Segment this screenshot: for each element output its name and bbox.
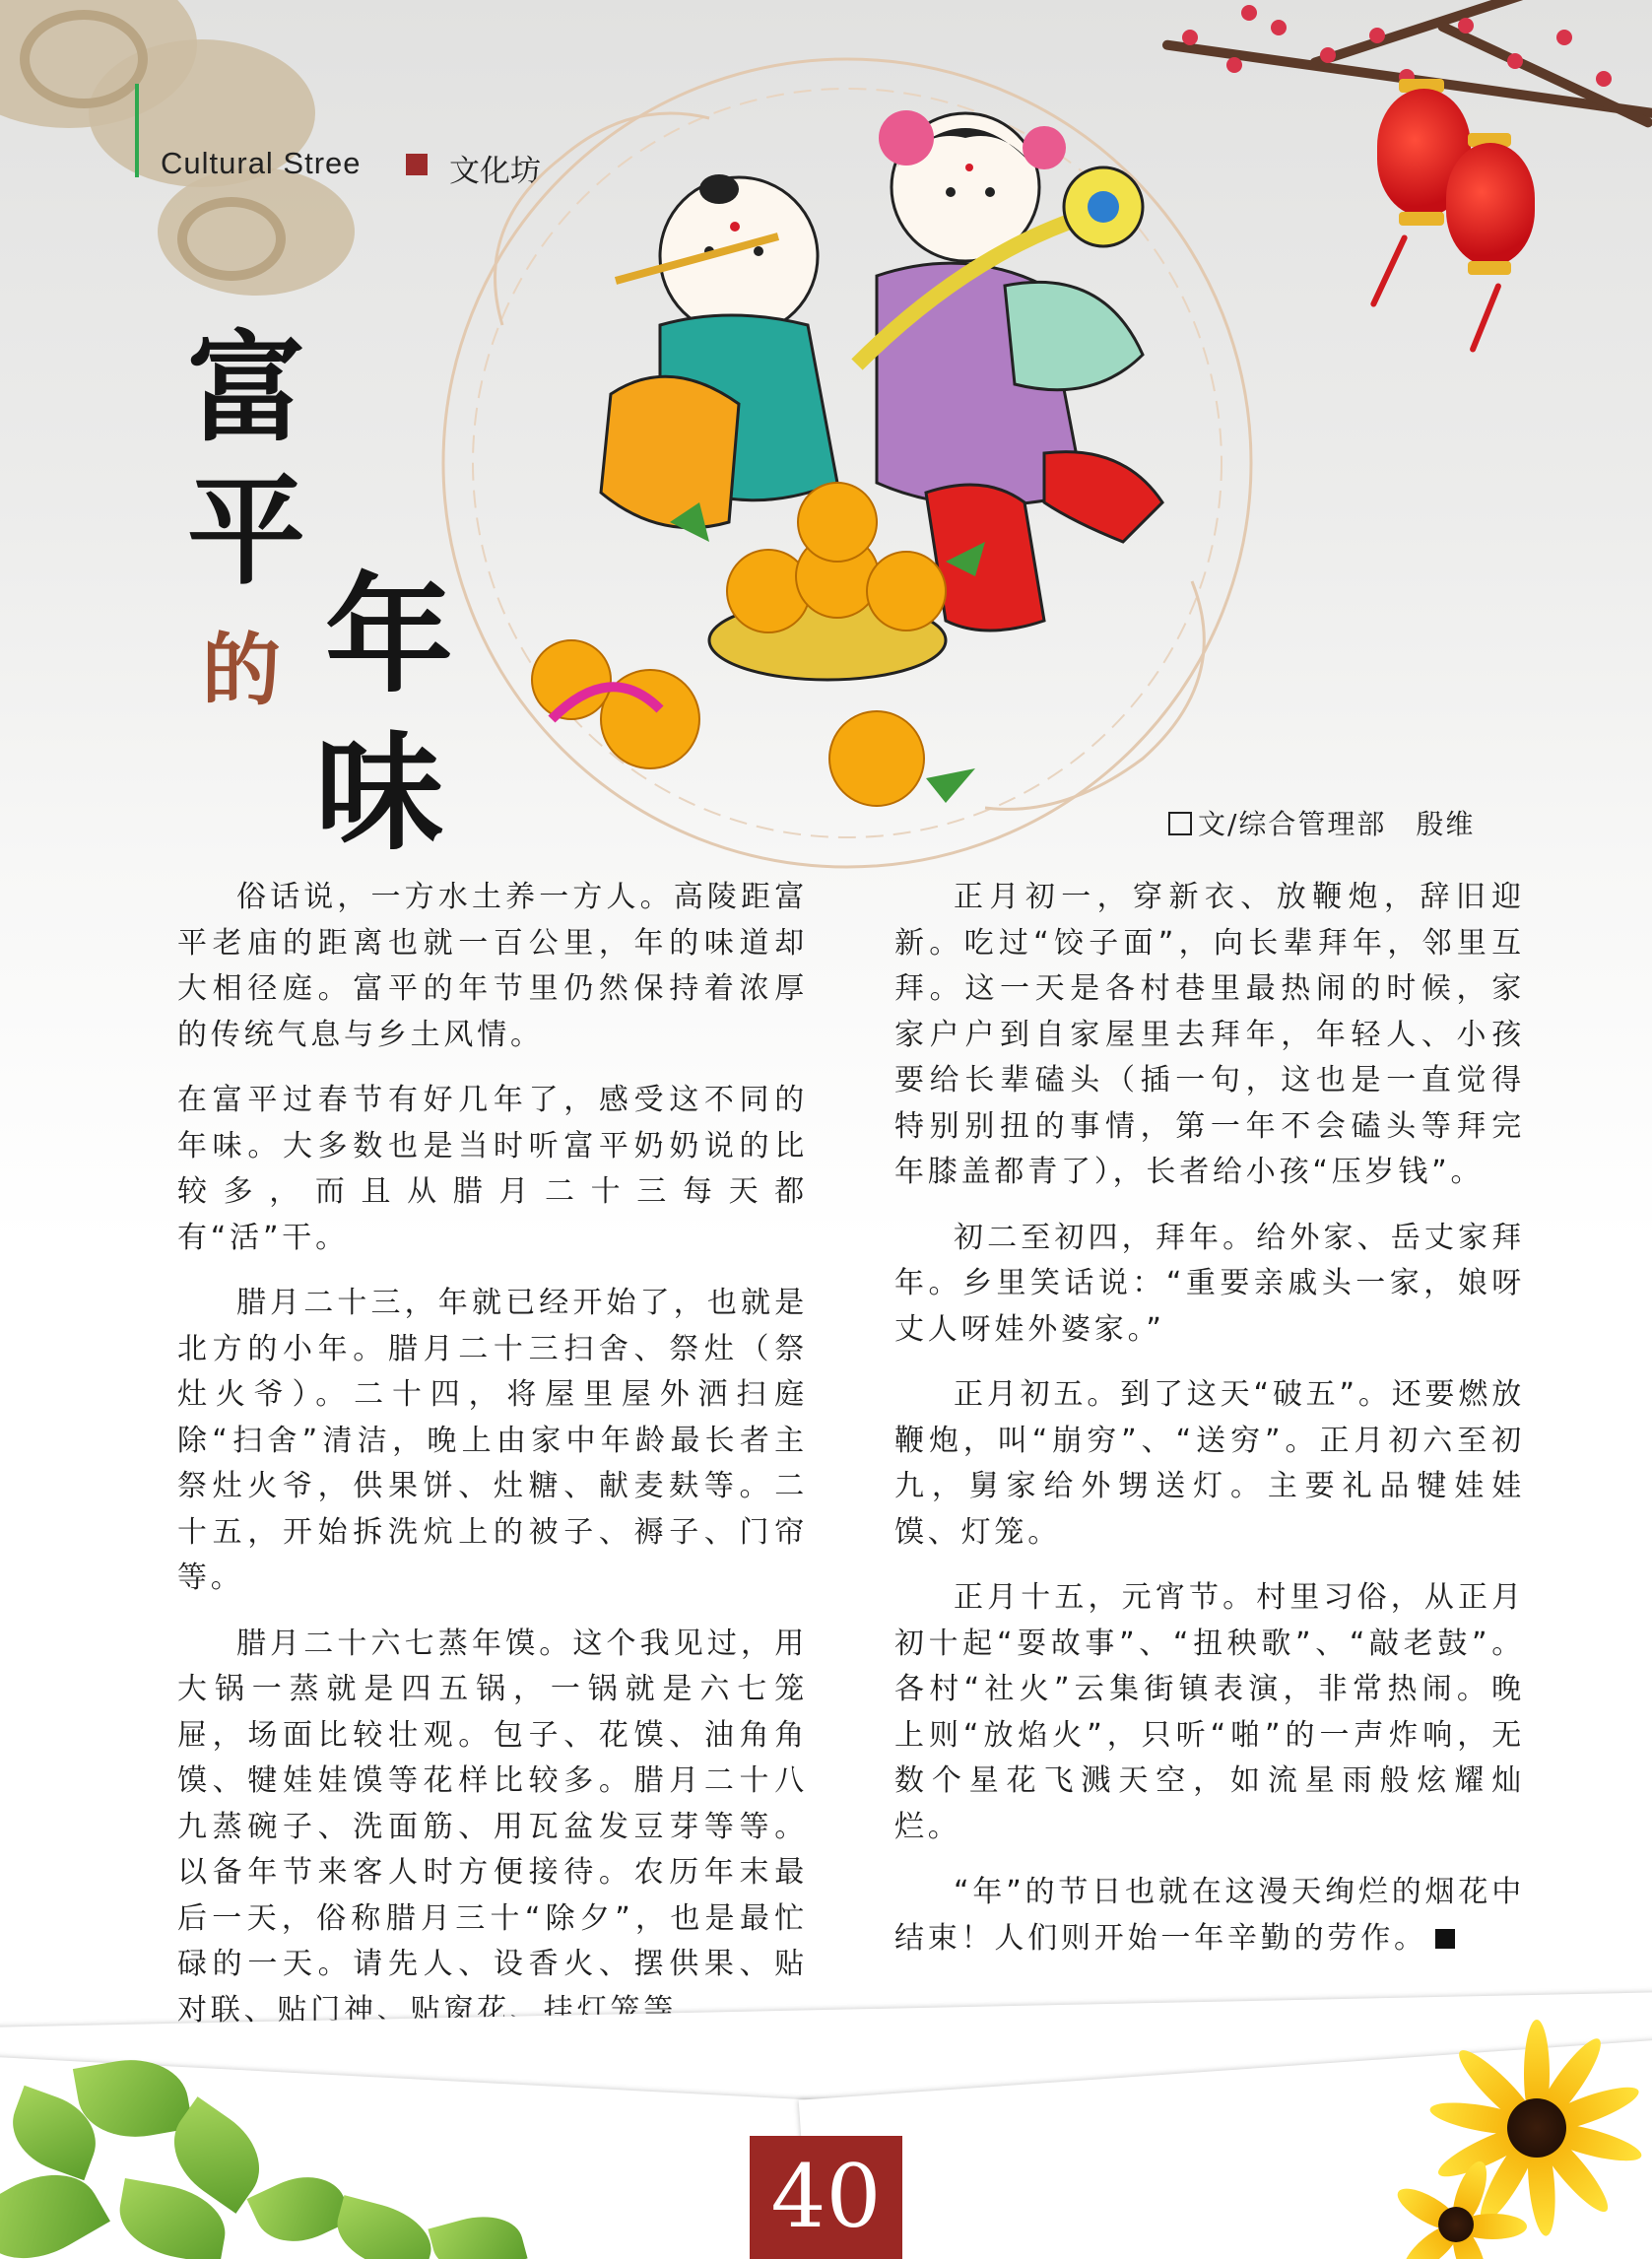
paragraph-last (894, 1870, 1525, 1961)
paragraph: 俗话说，一方水土养一方人。高陵距富平老庙的距离也就一百公里，年的味道却大相径庭。富平的年节里仍然保持着浓厚的传统气息与乡土风情。 (177, 880, 808, 1052)
header-accent-bar (135, 84, 139, 177)
article-column-right (894, 875, 1525, 1981)
article-byline (1168, 803, 1475, 842)
section-name-chinese: 文化坊 (449, 154, 541, 189)
paragraph: 正月初五。到了这天“破五”。还要燃放鞭炮，叫“崩穷”、“送穷”。正月初六至初九，舅家给外甥送灯。主要礼品犍娃娃馍、灯笼。 (894, 1377, 1525, 1550)
title-char: 味 (315, 717, 444, 868)
paragraph: 正月十五，元宵节。村里习俗，从正月初十起“耍故事”、“扭秧歌”、“敲老鼓”。各村“社火”云集街镇表演，非常热闹。晚上则“放焰火”，只听“啪”的一声炸响，无数个星花飞溅天空，如流星雨般炫耀灿烂。 (894, 1580, 1525, 1844)
byline-box-icon (1168, 812, 1192, 835)
title-char: 的 (202, 624, 281, 716)
paragraph-text: “年”的节日也就在这漫天绚烂的烟花中结束！人们则开始一年辛勤的劳作。 (894, 1875, 1525, 1956)
paragraph: 初二至初四，拜年。给外家、岳丈家拜年。乡里笑话说：“重要亲戚头一家，娘呀丈人呀娃外婆家。” (894, 1220, 1525, 1347)
title-char: 平 (187, 462, 305, 601)
section-name-english: Cultural Stree (161, 146, 362, 180)
byline-text: 文/综合管理部 殷维 (1198, 808, 1476, 840)
title-char: 富 (187, 319, 305, 458)
end-mark-icon (1435, 1929, 1455, 1949)
new-year-children-illustration (414, 30, 1281, 897)
page-number: 40 (770, 2146, 882, 2247)
paragraph: 在富平过春节有好几年了，感受这不同的年味。大多数也是当时听富平奶奶说的比较多，而且从腊月二十三每天都有“活”干。 (177, 1083, 808, 1255)
paragraph: 腊月二十六七蒸年馍。这个我见过，用大锅一蒸就是四五锅，一锅就是六七笼屉，场面比较壮观。包子、花馍、油角角馍、犍娃娃馍等花样比较多。腊月二十八九蒸碗子、洗面筋、用瓦盆发豆芽等等。以备年节来客人时方便接待。农历年末最后一天，俗称腊月三十“除夕”，也是最忙碌的一天。请先人、设香火、摆供果、贴对联、贴门神、贴窗花、挂灯笼等。 (177, 1626, 808, 2027)
title-char: 年 (325, 560, 454, 710)
article-column-left (177, 875, 808, 2053)
paragraph: 正月初一，穿新衣、放鞭炮，辞旧迎新。吃过“饺子面”，向长辈拜年，邻里互拜。这一天是各村巷里最热闹的时候，家家户户到自家屋里去拜年，年轻人、小孩要给长辈磕头（插一句，这也是一直觉得特别别扭的事情，第一年不会磕头等拜完年膝盖都青了），长者给小孩“压岁钱”。 (894, 880, 1525, 1189)
paragraph: 腊月二十三，年就已经开始了，也就是北方的小年。腊月二十三扫舍、祭灶（祭灶火爷）。二十四，将屋里屋外洒扫庭除“扫舍”清洁，晚上由家中年龄最长者主祭灶火爷，供果饼、灶糖、献麦麸等。二十五，开始拆洗炕上的被子、褥子、门帘等。 (177, 1286, 808, 1595)
